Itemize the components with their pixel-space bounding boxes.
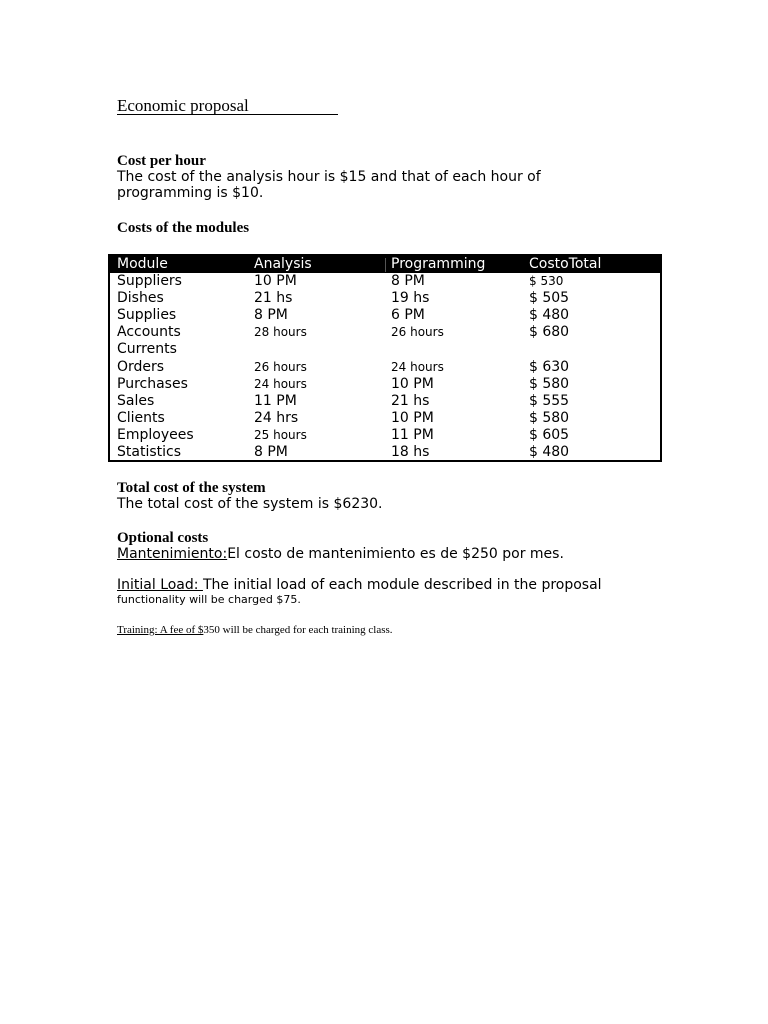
table-cell-total: $ 530 bbox=[529, 274, 564, 288]
table-cell-total: $ 480 bbox=[529, 444, 570, 460]
total-cost-heading: Total cost of the system bbox=[117, 480, 266, 496]
table-cell-programming: 6 PM bbox=[391, 307, 425, 324]
table-cell-analysis: 21 hs bbox=[254, 290, 293, 307]
optional-costs-heading: Optional costs bbox=[117, 530, 209, 546]
table-cell-analysis: 8 PM bbox=[254, 444, 288, 460]
cost-per-hour-heading: Cost per hour bbox=[117, 153, 206, 169]
initial-load-line-2: functionality will be charged $75. bbox=[117, 593, 301, 606]
header-programming: Programming bbox=[391, 256, 486, 272]
modules-heading: Costs of the modules bbox=[117, 220, 250, 236]
table-cell-programming: 10 PM bbox=[391, 409, 434, 426]
table-cell-analysis: 10 PM bbox=[254, 273, 297, 289]
modules-table bbox=[108, 254, 662, 462]
table-cell-analysis: 24 hrs bbox=[254, 409, 299, 426]
table-cell-analysis: 26 hours bbox=[254, 359, 307, 374]
header-total: CostoTotal bbox=[529, 256, 602, 272]
training-line bbox=[117, 624, 393, 637]
table-cell-total: $ 480 bbox=[529, 307, 570, 324]
initial-load-text: The initial load of each module described in the proposal bbox=[202, 577, 602, 593]
table-cell-programming: 10 PM bbox=[391, 375, 434, 392]
initial-load-label: Initial Load: bbox=[117, 577, 203, 593]
table-cell-analysis: 25 hours bbox=[254, 427, 307, 442]
table-cell-module: Currents bbox=[117, 341, 177, 358]
document-title: Economic proposal bbox=[117, 96, 249, 115]
maintenance-text: El costo de mantenimiento es de $250 por mes. bbox=[227, 546, 564, 562]
header-analysis: Analysis bbox=[254, 256, 312, 272]
table-cell-module: Suppliers bbox=[117, 273, 182, 289]
header-module: Module bbox=[117, 256, 168, 272]
maintenance-line bbox=[117, 546, 564, 562]
cost-per-hour-text bbox=[117, 169, 587, 201]
table-header-row bbox=[110, 256, 660, 273]
table-cell-total: $ 680 bbox=[529, 324, 570, 341]
cost-per-hour-line-1: The cost of the analysis hour is $15 and that of each hour of bbox=[117, 169, 541, 185]
maintenance-label: Mantenimiento: bbox=[117, 546, 228, 562]
table-cell-programming: 11 PM bbox=[391, 426, 434, 443]
table-cell-analysis: 24 hours bbox=[254, 376, 307, 391]
table-cell-module: Accounts bbox=[117, 324, 181, 341]
total-cost-text: The total cost of the system is $6230. bbox=[117, 496, 383, 512]
table-cell-module: Sales bbox=[117, 392, 155, 409]
training-text: 350 will be charged for each training class. bbox=[203, 624, 393, 636]
table-cell-module: Supplies bbox=[117, 307, 177, 324]
table-cell-programming: 21 hs bbox=[391, 392, 430, 409]
header-separator bbox=[385, 258, 386, 272]
table-cell-total: $ 580 bbox=[529, 375, 570, 392]
table-cell-analysis: 28 hours bbox=[254, 325, 307, 340]
table-cell-module: Employees bbox=[117, 426, 194, 443]
table-cell-module: Orders bbox=[117, 358, 165, 375]
table-cell-module: Statistics bbox=[117, 444, 181, 460]
table-cell-total: $ 630 bbox=[529, 358, 570, 375]
table-cell-total: $ 580 bbox=[529, 409, 570, 426]
table-cell-total: $ 555 bbox=[529, 392, 570, 409]
table-cell-programming: 24 hours bbox=[391, 359, 444, 374]
training-label: Training: A fee of $ bbox=[117, 624, 204, 636]
table-cell-programming: 19 hs bbox=[391, 290, 430, 307]
table-cell-total: $ 505 bbox=[529, 290, 570, 307]
table-cell-programming: 18 hs bbox=[391, 444, 430, 460]
table-cell-module: Purchases bbox=[117, 375, 188, 392]
table-cell-analysis: 8 PM bbox=[254, 307, 288, 324]
title-underline bbox=[117, 114, 338, 115]
table-cell-programming: 26 hours bbox=[391, 325, 444, 340]
initial-load-line bbox=[117, 577, 602, 593]
cost-per-hour-line-2: programming is $10. bbox=[117, 185, 264, 201]
table-cell-analysis: 11 PM bbox=[254, 392, 297, 409]
table-cell-programming: 8 PM bbox=[391, 273, 425, 289]
table-cell-module: Dishes bbox=[117, 290, 164, 307]
table-cell-module: Clients bbox=[117, 409, 165, 426]
table-cell-total: $ 605 bbox=[529, 426, 570, 443]
